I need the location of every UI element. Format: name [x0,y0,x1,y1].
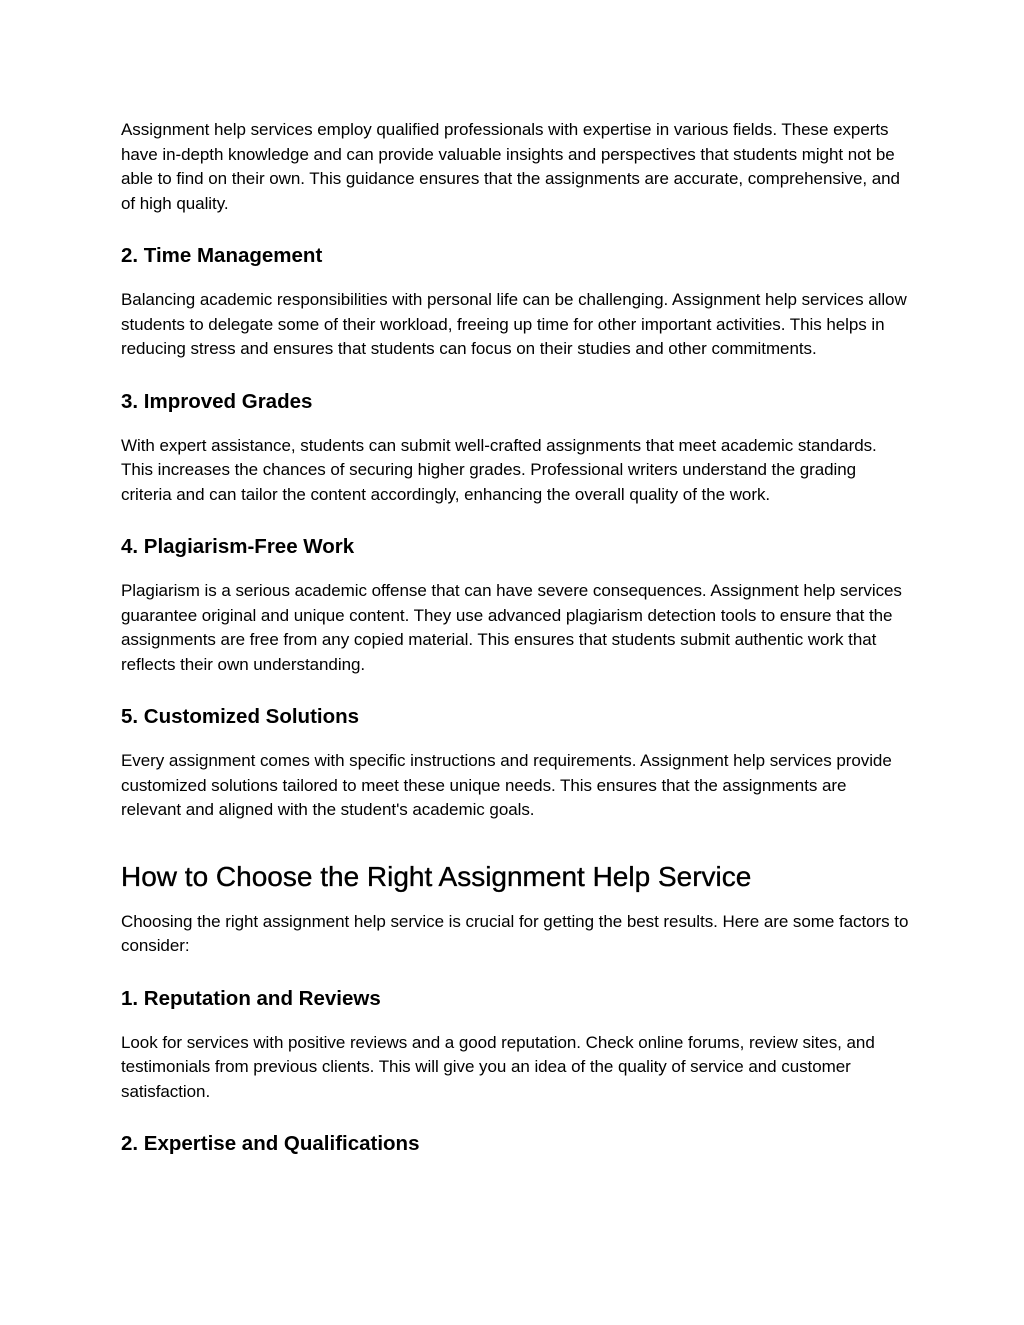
heading-reputation-reviews: 1. Reputation and Reviews [121,986,381,1010]
document-page [121,118,921,1157]
paragraph-plagiarism-free-work: Plagiarism is a serious academic offense that can have severe consequences. Assignment help services guarantee original and unique content. They use advanced plagiarism detection tools to ensure that the assignments are free from any copied material. This ensures that students submit authentic work that reflects their own understanding. [121,581,902,674]
heading-plagiarism-free-work: 4. Plagiarism-Free Work [121,535,355,558]
paragraph-reputation-reviews: Look for services with positive reviews and a good reputation. Check online forums, review sites, and testimonials from previous clients. This will give you an idea of the quality of service and customer satisfaction. [121,1032,875,1101]
heading-improved-grades: 3. Improved Grades [121,389,313,413]
intro-paragraph: Assignment help services employ qualified professionals with expertise in various fields. These experts have in-depth knowledge and can provide valuable insights and perspectives that students might not be able to find on their own. This guidance ensures that the assignments are accurate, comprehensive, and of high quality. [121,120,900,213]
heading-customized-solutions: 5. Customized Solutions [121,705,360,728]
heading-expertise-qualifications: 2. Expertise and Qualifications [121,1132,420,1155]
paragraph-time-management: Balancing academic responsibilities with personal life can be challenging. Assignment help services allow students to delegate some of their workload, freeing up time for other important activities. This helps in reducing stress and ensures that students can focus on their studies and other commitments. [121,290,907,358]
paragraph-customized-solutions: Every assignment comes with specific instructions and requirements. Assignment help services provide customized solutions tailored to meet these unique needs. This ensures that the assignments are relevant and aligned with the student's academic goals. [121,751,892,819]
paragraph-improved-grades: With expert assistance, students can submit well-crafted assignments that meet academic standards. This increases the chances of securing higher grades. Professional writers understand the grading criteria and can tailor the content accordingly, enhancing the overall quality of the work. [121,435,877,504]
section-heading-choose-service: How to Choose the Right Assignment Help Service [121,860,752,892]
paragraph-choose-intro: Choosing the right assignment help service is crucial for getting the best results. Here are some factors to consider: [121,911,909,955]
heading-time-management: 2. Time Management [121,244,323,267]
